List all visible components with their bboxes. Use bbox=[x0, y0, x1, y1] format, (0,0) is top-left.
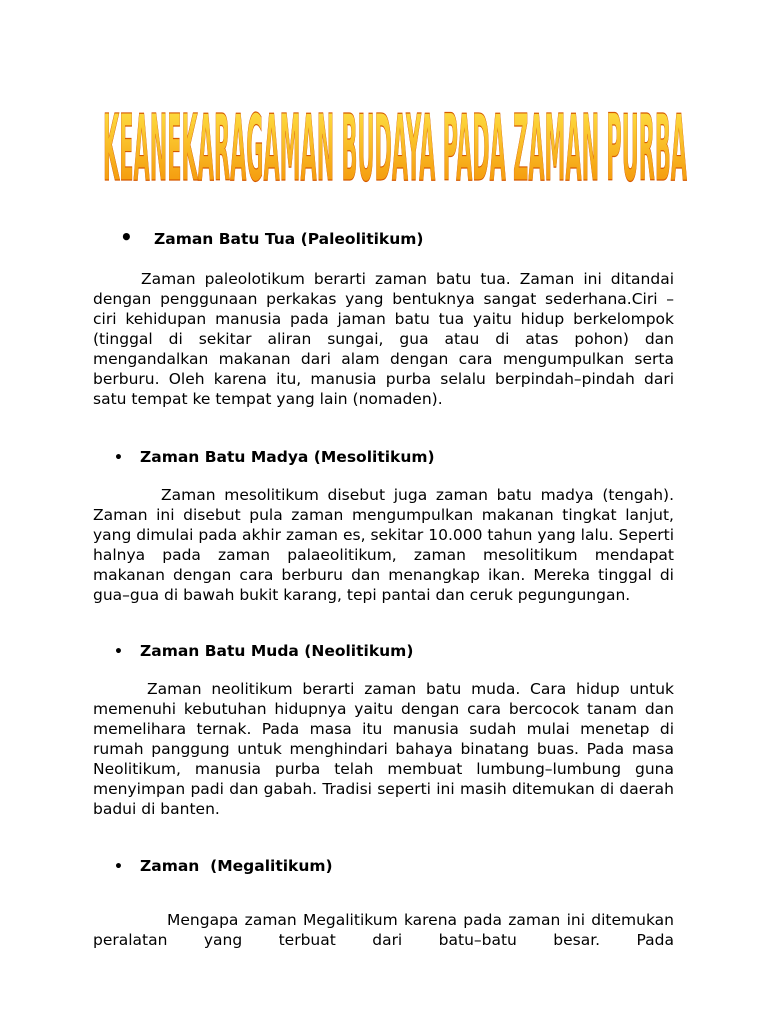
bullet-icon: • bbox=[114, 644, 123, 660]
bullet-icon: • bbox=[120, 225, 133, 249]
paragraph-neolitikum: Zaman neolitikum berarti zaman batu muda. Cara hidup untuk memenuhi kebutuhan hidupnya yaitu dengan cara bercocok tanam dan memelihara ternak. Pada masa itu manusia sudah mulai menetap di rumah panggung untuk menghindari bahaya binatang buas. Pada masa Neolitikum, manusia purba telah membuat lumbung–lumbung guna menyimpan padi dan gabah. Tradisi seperti ini masih ditemukan di daerah badui di banten. bbox=[93, 680, 674, 818]
heading-text: Zaman (Megalitikum) bbox=[140, 857, 333, 875]
heading-text: Zaman Batu Madya (Mesolitikum) bbox=[140, 448, 435, 466]
heading-text: Zaman Batu Tua (Paleolitikum) bbox=[154, 230, 424, 248]
wordart-title bbox=[100, 100, 690, 195]
paragraph-mesolitikum: Zaman mesolitikum disebut juga zaman batu madya (tengah). Zaman ini disebut pula zaman mengumpulkan makanan tingkat lanjut, yang dimulai pada akhir zaman es, sekitar 10.000 tahun yang lalu. Seperti halnya pada zaman palaeolitikum, zaman mesolitikum mendapat makanan dengan cara berburu dan menangkap ikan. Mereka tinggal di gua–gua di bawah bukit karang, tepi pantai dan ceruk pegungungan. bbox=[93, 486, 674, 604]
bullet-icon: • bbox=[114, 859, 123, 875]
bullet-icon: • bbox=[114, 450, 123, 466]
wordart-title-graphic bbox=[100, 100, 690, 195]
heading-text: Zaman Batu Muda (Neolitikum) bbox=[140, 642, 414, 660]
paragraph-megalitikum: Mengapa zaman Megalitikum karena pada zaman ini ditemukan peralatan yang terbuat dari batu–batu besar. Pada bbox=[93, 911, 674, 949]
wordart-title-text: KEANEKARAGAMAN BUDAYA PADA ZAMAN PURBA bbox=[103, 100, 687, 195]
paragraph-paleolitikum: Zaman paleolotikum berarti zaman batu tua. Zaman ini ditandai dengan penggunaan perkakas yang bentuknya sangat sederhana.Ciri – ciri kehidupan manusia pada jaman batu tua yaitu hidup berkelompok (tinggal di sekitar aliran sungai, gua atau di atas pohon) dan mengandalkan makanan dari alam dengan cara mengumpulkan serta berburu. Oleh karena itu, manusia purba selalu berpindah–pindah dari satu tempat ke tempat yang lain (nomaden). bbox=[93, 270, 674, 408]
